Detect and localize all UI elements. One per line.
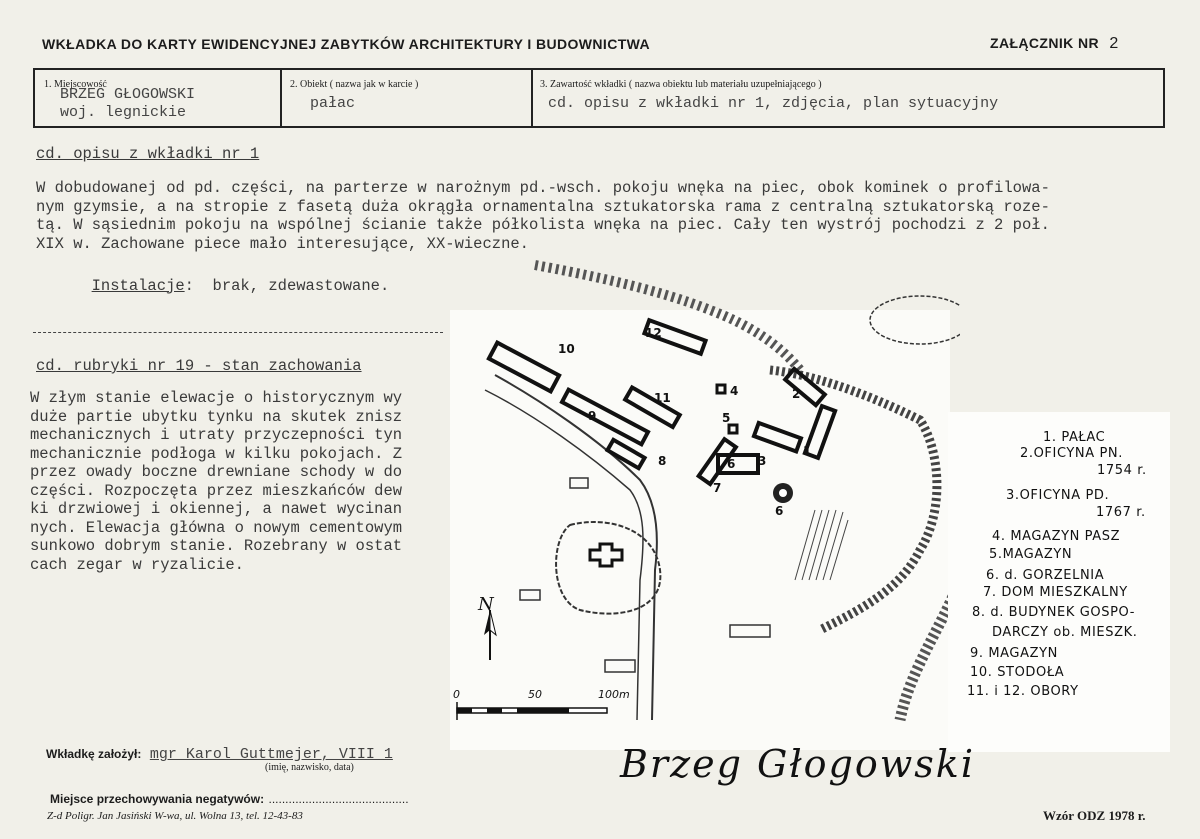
section1-line-3: tą. W sąsiednim pokoju na wspólnej ścianie także półkolista wnęka na piec. Cały ten wystrój pochodzi z 2 poł.	[36, 216, 1050, 234]
author-value: mgr Karol Guttmejer, VIII 1	[149, 746, 393, 763]
installations-label: Instalacje	[91, 276, 185, 295]
legend-item-8: 8. d. BUDYNEK GOSPO-	[972, 605, 1136, 620]
section1-line-2: nym gzymsie, a na stropie z fasetą duża okrągła ornamentalna sztukatorska rama z centralną sztukatorską roze-	[36, 197, 1050, 216]
site-plan	[440, 250, 960, 750]
annex-label	[990, 35, 1119, 53]
legend-item-1: 1. PAŁAC	[1043, 430, 1106, 445]
legend-item-3: 3.OFICYNA PD.	[1006, 488, 1110, 503]
author-caption: (imię, nazwisko, data)	[265, 762, 354, 773]
legend-item-10: 10. STODOŁA	[970, 665, 1065, 680]
legend-item-8-cont: DARCZY ob. MIESZK.	[992, 625, 1138, 640]
legend-item-2: 2.OFICYNA PN.	[1020, 446, 1123, 461]
number-10: 10	[558, 342, 575, 356]
box3-value: cd. opisu z wkładki nr 1, zdjęcia, plan sytuacyjny	[548, 95, 999, 112]
section2-line-5: przez owady boczne drewniane schody w do	[30, 463, 403, 481]
scale-100: 100m	[598, 688, 630, 701]
roundel-centre	[779, 489, 787, 497]
section2-line-8: nych. Elewacja główna o nowym cementowym	[30, 518, 403, 537]
box-right-rule	[1163, 68, 1165, 127]
negatives-dots: ..........................................	[268, 792, 409, 806]
negatives-label: Miejsce przechowywania negatywów:	[50, 792, 265, 806]
number-4: 4	[730, 384, 739, 398]
section2-line-2: duże partie ubytku tynku na skutek znisz	[30, 407, 403, 426]
number-8: 8	[658, 454, 667, 468]
section2-line-10: cach zegar w ryzalicie.	[30, 555, 244, 574]
box3-label: 3. Zawartość wkładki ( nazwa obiektu lub materiału uzupełniającego )	[540, 79, 822, 90]
number-9: 9	[588, 409, 597, 423]
legend-item-5: 5.MAGAZYN	[989, 547, 1073, 562]
box-top-rule	[33, 68, 1165, 70]
legend-item-3-year: 1767 r.	[1096, 505, 1146, 520]
number-6b: 6	[775, 504, 784, 518]
box1-label: 1. Miejscowość	[44, 79, 107, 90]
installations-value: : brak, zdewastowane.	[184, 276, 390, 295]
number-2: 2	[792, 387, 801, 401]
box1-line2: woj. legnickie	[60, 104, 187, 121]
number-11: 11	[654, 391, 671, 405]
form-title: WKŁADKA DO KARTY EWIDENCYJNEJ ZABYTKÓW ARCHITEKTURY I BUDOWNICTWA	[42, 36, 651, 52]
legend-item-11-12: 11. i 12. OBORY	[967, 684, 1079, 699]
section2-line-9: sunkowo dobrym stanie. Rozebrany w ostat	[30, 537, 403, 555]
number-3: 3	[758, 454, 767, 468]
scale-50: 50	[528, 688, 542, 701]
section1-heading: cd. opisu z wkładki nr 1	[36, 145, 260, 163]
section1-line-1: W dobudowanej od pd. części, na parterze w narożnym pd.-wsch. pokoju wnęka na piec, obok kominek o profilowa-	[36, 179, 1050, 197]
box2-value: pałac	[310, 95, 356, 112]
box1-line1: BRZEG GŁOGOWSKI	[60, 86, 196, 103]
box-divider-1	[280, 68, 282, 127]
box-bottom-rule	[33, 126, 1165, 128]
scale-0: 0	[453, 688, 460, 701]
legend-item-9: 9. MAGAZYN	[970, 646, 1058, 661]
box2-label: 2. Obiekt ( nazwa jak w karcie )	[290, 79, 419, 90]
legend-item-7: 7. DOM MIESZKALNY	[983, 585, 1128, 600]
number-1: 1	[803, 444, 812, 458]
author-label: Wkładkę założył:	[46, 747, 142, 761]
legend-item-4: 4. MAGAZYN PASZ	[992, 529, 1121, 544]
number-5: 5	[722, 411, 731, 425]
section2-line-1: W złym stanie elewacje o historycznym wy	[30, 389, 403, 407]
section-separator	[33, 332, 443, 333]
legend-item-6: 6. d. GORZELNIA	[986, 568, 1105, 583]
annex-label-text: ZAŁĄCZNIK NR	[990, 35, 1100, 51]
number-7: 7	[713, 481, 722, 495]
number-12: 12	[645, 326, 662, 340]
section2-line-6: części. Rozpoczęta przez mieszkańców dew	[30, 481, 403, 500]
box-divider-2	[531, 68, 533, 127]
map-caption: Brzeg Głogowski	[620, 742, 975, 786]
form-number: Wzór ODZ 1978 r.	[1043, 808, 1146, 823]
box-left-rule	[33, 68, 35, 127]
north-label: N	[478, 594, 494, 615]
section2-line-3: mechanicznych i utraty przyczepności tyn	[30, 426, 403, 444]
number-6: 6	[727, 457, 736, 471]
section2-heading: cd. rubryki nr 19 - stan zachowania	[36, 357, 362, 375]
author-row	[46, 745, 441, 785]
section2-line-7: ki drzwiowej i okiennej, a nawet wycinan	[30, 500, 403, 518]
section2-line-4: mechanicznie podłoga w kilku pokojach. Z	[30, 444, 403, 463]
annex-number: 2	[1109, 35, 1119, 52]
installations-line	[73, 258, 389, 295]
negatives-row	[50, 790, 409, 808]
section1-line-4: XIX w. Zachowane piece mało interesujące, XX-wieczne.	[36, 234, 529, 253]
section2-body	[30, 389, 445, 574]
printer-note: Z-d Poligr. Jan Jasiński W-wa, ul. Wolna 13, tel. 12-43-83	[47, 810, 303, 822]
legend-item-2-year: 1754 r.	[1097, 463, 1147, 478]
